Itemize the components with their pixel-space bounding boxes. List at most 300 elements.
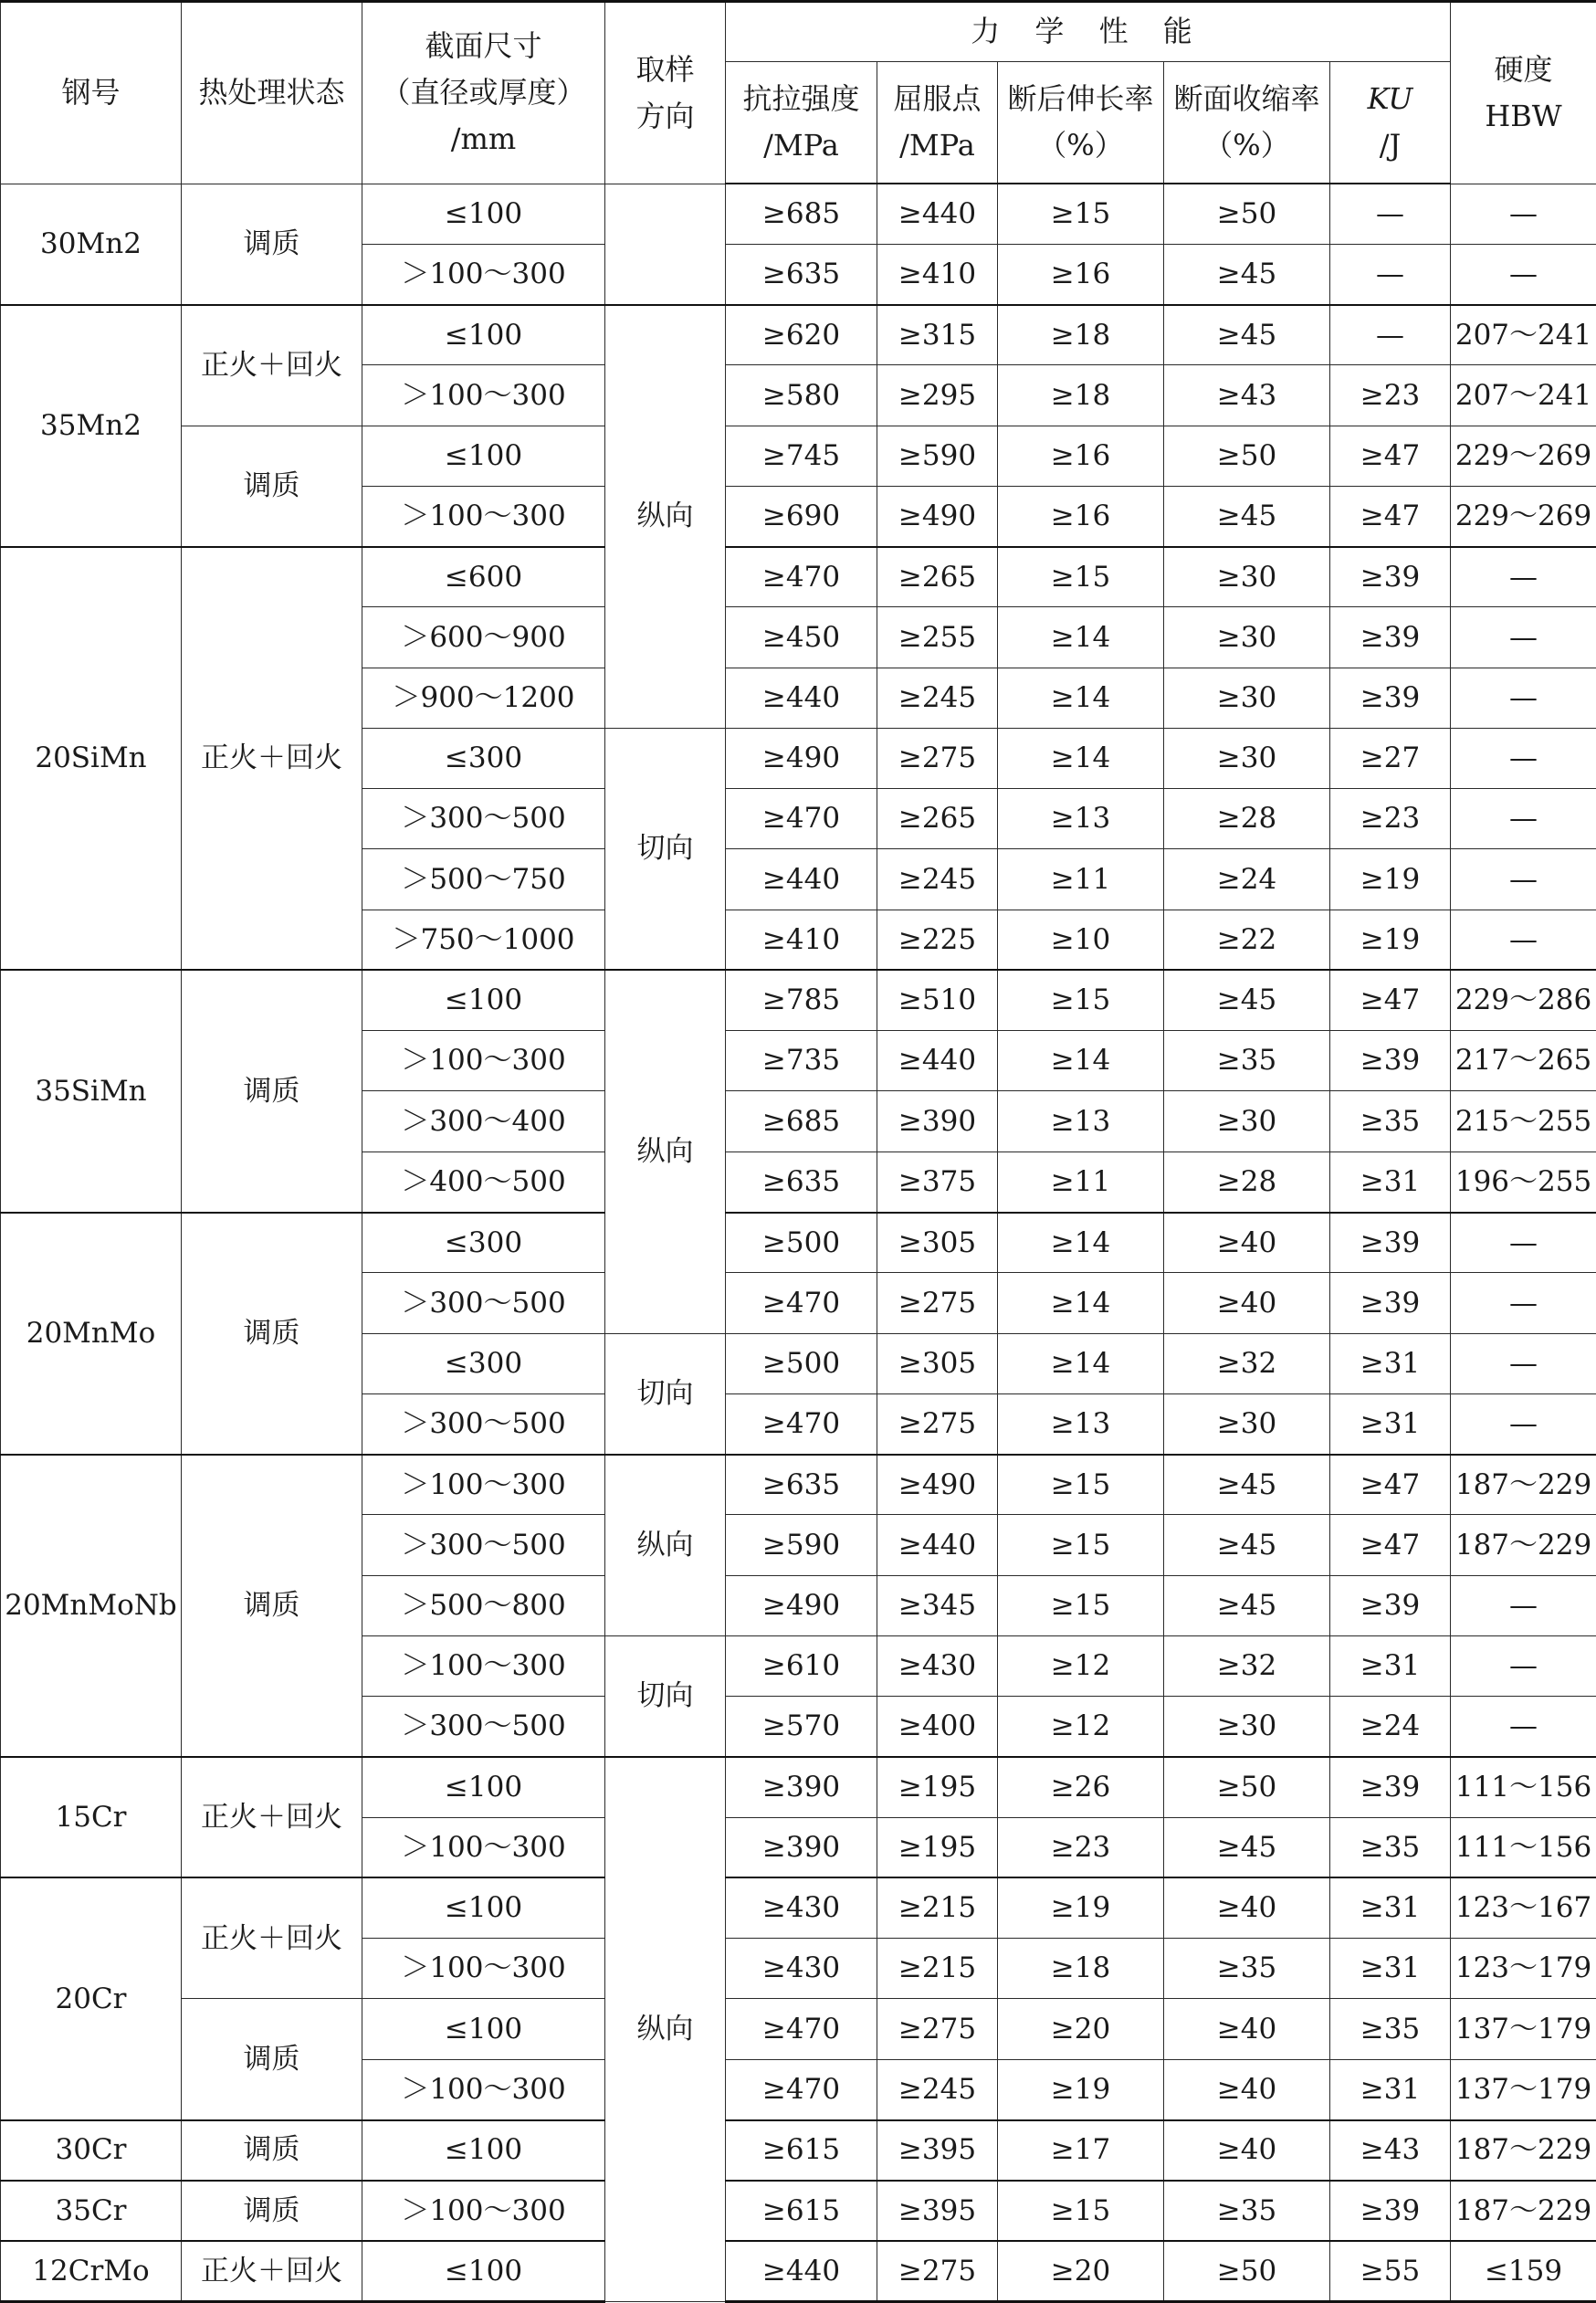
tensile-strength-cell: ≥500 xyxy=(726,1333,877,1393)
yield-point-cell: ≥305 xyxy=(877,1333,998,1393)
tensile-strength-cell: ≥500 xyxy=(726,1213,877,1273)
header-treatment: 热处理状态 xyxy=(182,2,362,184)
header-hardness-line2: HBW xyxy=(1485,98,1562,133)
impact-energy-cell: ≥47 xyxy=(1330,426,1451,486)
yield-point-cell: ≥305 xyxy=(877,1213,998,1273)
sampling-direction-cell: 纵向 xyxy=(605,970,726,1333)
hardness-cell: — xyxy=(1451,910,1596,970)
header-ku-line1: KU xyxy=(1367,80,1413,116)
table-row xyxy=(1,2181,1596,2241)
section-size-cell: ＞100～300 xyxy=(362,2059,605,2119)
hardness-cell: 196～255 xyxy=(1451,1152,1596,1212)
impact-energy-cell: ≥47 xyxy=(1330,486,1451,546)
impact-energy-cell: ≥39 xyxy=(1330,668,1451,728)
impact-energy-cell: ≥35 xyxy=(1330,1817,1451,1877)
yield-point-cell: ≥375 xyxy=(877,1152,998,1212)
header-reduction-line2: （%） xyxy=(1203,128,1290,163)
hardness-cell: 207～241 xyxy=(1451,305,1596,365)
elongation-cell: ≥26 xyxy=(998,1757,1164,1817)
header-direction xyxy=(605,2,726,184)
hardness-cell: 229～269 xyxy=(1451,426,1596,486)
reduction-of-area-cell: ≥30 xyxy=(1164,668,1330,728)
header-size-line3: /mm xyxy=(450,121,517,157)
steel-grade-cell: 20MnMoNb xyxy=(1,1455,182,1757)
impact-energy-cell: ≥24 xyxy=(1330,1697,1451,1757)
impact-energy-cell: ≥43 xyxy=(1330,2120,1451,2181)
section-size-cell: ≤300 xyxy=(362,728,605,788)
yield-point-cell: ≥395 xyxy=(877,2181,998,2241)
hardness-cell: — xyxy=(1451,1273,1596,1333)
elongation-cell: ≥19 xyxy=(998,2059,1164,2119)
table-header xyxy=(1,2,1596,184)
elongation-cell: ≥11 xyxy=(998,1152,1164,1212)
impact-energy-cell: ≥23 xyxy=(1330,789,1451,849)
yield-point-cell: ≥315 xyxy=(877,305,998,365)
hardness-cell: 123～167 xyxy=(1451,1877,1596,1938)
table-row xyxy=(1,184,1596,244)
yield-point-cell: ≥215 xyxy=(877,1877,998,1938)
elongation-cell: ≥18 xyxy=(998,305,1164,365)
impact-energy-cell: ≥35 xyxy=(1330,1091,1451,1152)
section-size-cell: ＞100～300 xyxy=(362,1635,605,1696)
impact-energy-cell: ≥47 xyxy=(1330,970,1451,1030)
yield-point-cell: ≥390 xyxy=(877,1091,998,1152)
header-yield-line1: 屈服点 xyxy=(893,80,982,116)
elongation-cell: ≥10 xyxy=(998,910,1164,970)
impact-energy-cell: ≥23 xyxy=(1330,365,1451,426)
tensile-strength-cell: ≥470 xyxy=(726,1999,877,2059)
hardness-cell: — xyxy=(1451,1333,1596,1393)
tensile-strength-cell: ≥440 xyxy=(726,668,877,728)
section-size-cell: ＞100～300 xyxy=(362,1031,605,1091)
elongation-cell: ≥18 xyxy=(998,1939,1164,1999)
heat-treatment-cell: 调质 xyxy=(182,1455,362,1757)
section-size-cell: ≤100 xyxy=(362,2241,605,2301)
hardness-cell: 137～179 xyxy=(1451,2059,1596,2119)
impact-energy-cell: ≥31 xyxy=(1330,2059,1451,2119)
yield-point-cell: ≥275 xyxy=(877,2241,998,2301)
yield-point-cell: ≥275 xyxy=(877,1393,998,1454)
yield-point-cell: ≥195 xyxy=(877,1817,998,1877)
section-size-cell: ＞750～1000 xyxy=(362,910,605,970)
reduction-of-area-cell: ≥28 xyxy=(1164,789,1330,849)
hardness-cell: 187～229 xyxy=(1451,1455,1596,1515)
hardness-cell: 187～229 xyxy=(1451,2120,1596,2181)
section-size-cell: ≤300 xyxy=(362,1333,605,1393)
steel-grade-cell: 30Cr xyxy=(1,2120,182,2181)
section-size-cell: ≤100 xyxy=(362,305,605,365)
tensile-strength-cell: ≥470 xyxy=(726,547,877,607)
tensile-strength-cell: ≥470 xyxy=(726,789,877,849)
yield-point-cell: ≥245 xyxy=(877,849,998,910)
steel-grade-cell: 35Cr xyxy=(1,2181,182,2241)
reduction-of-area-cell: ≥22 xyxy=(1164,910,1330,970)
section-size-cell: ≤100 xyxy=(362,426,605,486)
steel-grade-cell: 30Mn2 xyxy=(1,184,182,305)
section-size-cell: ＞600～900 xyxy=(362,607,605,668)
reduction-of-area-cell: ≥30 xyxy=(1164,1697,1330,1757)
elongation-cell: ≥14 xyxy=(998,1213,1164,1273)
elongation-cell: ≥16 xyxy=(998,244,1164,304)
hardness-cell: — xyxy=(1451,1575,1596,1635)
yield-point-cell: ≥275 xyxy=(877,1999,998,2059)
table-row xyxy=(1,547,1596,607)
section-size-cell: ≤300 xyxy=(362,1213,605,1273)
hardness-cell: 111～156 xyxy=(1451,1817,1596,1877)
tensile-strength-cell: ≥470 xyxy=(726,1273,877,1333)
reduction-of-area-cell: ≥50 xyxy=(1164,1757,1330,1817)
reduction-of-area-cell: ≥40 xyxy=(1164,1213,1330,1273)
elongation-cell: ≥15 xyxy=(998,1455,1164,1515)
heat-treatment-cell: 调质 xyxy=(182,426,362,547)
elongation-cell: ≥18 xyxy=(998,365,1164,426)
header-ku-line2: /J xyxy=(1379,128,1402,163)
tensile-strength-cell: ≥635 xyxy=(726,1455,877,1515)
hardness-cell: — xyxy=(1451,244,1596,304)
elongation-cell: ≥13 xyxy=(998,1393,1164,1454)
tensile-strength-cell: ≥620 xyxy=(726,305,877,365)
elongation-cell: ≥11 xyxy=(998,849,1164,910)
reduction-of-area-cell: ≥50 xyxy=(1164,2241,1330,2301)
impact-energy-cell: ≥39 xyxy=(1330,1031,1451,1091)
yield-point-cell: ≥510 xyxy=(877,970,998,1030)
impact-energy-cell: ≥39 xyxy=(1330,1575,1451,1635)
hardness-cell: — xyxy=(1451,1697,1596,1757)
elongation-cell: ≥23 xyxy=(998,1817,1164,1877)
table-row xyxy=(1,2120,1596,2181)
reduction-of-area-cell: ≥50 xyxy=(1164,426,1330,486)
reduction-of-area-cell: ≥35 xyxy=(1164,1031,1330,1091)
section-size-cell: ＞100～300 xyxy=(362,486,605,546)
heat-treatment-cell: 正火＋回火 xyxy=(182,305,362,426)
tensile-strength-cell: ≥570 xyxy=(726,1697,877,1757)
impact-energy-cell: ≥39 xyxy=(1330,547,1451,607)
header-yield xyxy=(877,62,998,184)
yield-point-cell: ≥395 xyxy=(877,2120,998,2181)
hardness-cell: — xyxy=(1451,607,1596,668)
header-impact-ku xyxy=(1330,62,1451,184)
steel-grade-cell: 35Mn2 xyxy=(1,305,182,547)
heat-treatment-cell: 正火＋回火 xyxy=(182,1757,362,1878)
tensile-strength-cell: ≥390 xyxy=(726,1757,877,1817)
hardness-cell: — xyxy=(1451,1635,1596,1696)
tensile-strength-cell: ≥490 xyxy=(726,728,877,788)
reduction-of-area-cell: ≥30 xyxy=(1164,547,1330,607)
impact-energy-cell: ≥19 xyxy=(1330,849,1451,910)
tensile-strength-cell: ≥610 xyxy=(726,1635,877,1696)
reduction-of-area-cell: ≥45 xyxy=(1164,486,1330,546)
table-row xyxy=(1,1877,1596,1938)
reduction-of-area-cell: ≥50 xyxy=(1164,184,1330,244)
impact-energy-cell: ≥39 xyxy=(1330,1213,1451,1273)
section-size-cell: ≤100 xyxy=(362,184,605,244)
reduction-of-area-cell: ≥30 xyxy=(1164,607,1330,668)
steel-grade-cell: 35SiMn xyxy=(1,970,182,1212)
yield-point-cell: ≥345 xyxy=(877,1575,998,1635)
reduction-of-area-cell: ≥40 xyxy=(1164,1877,1330,1938)
impact-energy-cell: ≥27 xyxy=(1330,728,1451,788)
tensile-strength-cell: ≥450 xyxy=(726,607,877,668)
tensile-strength-cell: ≥685 xyxy=(726,184,877,244)
impact-energy-cell: ≥47 xyxy=(1330,1515,1451,1575)
steel-grade-cell: 12CrMo xyxy=(1,2241,182,2301)
section-size-cell: ＞300～500 xyxy=(362,1697,605,1757)
yield-point-cell: ≥245 xyxy=(877,2059,998,2119)
impact-energy-cell: ≥31 xyxy=(1330,1877,1451,1938)
yield-point-cell: ≥275 xyxy=(877,1273,998,1333)
elongation-cell: ≥17 xyxy=(998,2120,1164,2181)
hardness-cell: 217～265 xyxy=(1451,1031,1596,1091)
tensile-strength-cell: ≥785 xyxy=(726,970,877,1030)
tensile-strength-cell: ≥735 xyxy=(726,1031,877,1091)
hardness-cell: 207～241 xyxy=(1451,365,1596,426)
reduction-of-area-cell: ≥45 xyxy=(1164,1455,1330,1515)
hardness-cell: — xyxy=(1451,1393,1596,1454)
reduction-of-area-cell: ≥32 xyxy=(1164,1635,1330,1696)
sampling-direction-cell: 纵向 xyxy=(605,1455,726,1636)
reduction-of-area-cell: ≥40 xyxy=(1164,2120,1330,2181)
impact-energy-cell: — xyxy=(1330,244,1451,304)
header-direction-line2: 方向 xyxy=(635,98,695,133)
elongation-cell: ≥14 xyxy=(998,668,1164,728)
yield-point-cell: ≥295 xyxy=(877,365,998,426)
yield-point-cell: ≥195 xyxy=(877,1757,998,1817)
section-size-cell: ≤100 xyxy=(362,970,605,1030)
tensile-strength-cell: ≥470 xyxy=(726,2059,877,2119)
reduction-of-area-cell: ≥32 xyxy=(1164,1333,1330,1393)
section-size-cell: ≤100 xyxy=(362,2120,605,2181)
yield-point-cell: ≥410 xyxy=(877,244,998,304)
yield-point-cell: ≥265 xyxy=(877,547,998,607)
section-size-cell: ＞100～300 xyxy=(362,1817,605,1877)
section-size-cell: ＞300～500 xyxy=(362,1393,605,1454)
elongation-cell: ≥20 xyxy=(998,1999,1164,2059)
reduction-of-area-cell: ≥35 xyxy=(1164,2181,1330,2241)
section-size-cell: ≤100 xyxy=(362,1877,605,1938)
heat-treatment-cell: 正火＋回火 xyxy=(182,547,362,971)
impact-energy-cell: ≥31 xyxy=(1330,1393,1451,1454)
header-hardness xyxy=(1451,2,1596,184)
section-size-cell: ＞100～300 xyxy=(362,365,605,426)
reduction-of-area-cell: ≥30 xyxy=(1164,1091,1330,1152)
impact-energy-cell: — xyxy=(1330,184,1451,244)
header-size-line2: （直径或厚度） xyxy=(381,75,586,110)
tensile-strength-cell: ≥440 xyxy=(726,2241,877,2301)
reduction-of-area-cell: ≥45 xyxy=(1164,970,1330,1030)
yield-point-cell: ≥400 xyxy=(877,1697,998,1757)
section-size-cell: ≤600 xyxy=(362,547,605,607)
section-size-cell: ＞100～300 xyxy=(362,1455,605,1515)
yield-point-cell: ≥225 xyxy=(877,910,998,970)
reduction-of-area-cell: ≥45 xyxy=(1164,1817,1330,1877)
section-size-cell: ＞900～1200 xyxy=(362,668,605,728)
impact-energy-cell: ≥39 xyxy=(1330,1273,1451,1333)
section-size-cell: ＞500～800 xyxy=(362,1575,605,1635)
table-row xyxy=(1,426,1596,486)
elongation-cell: ≥15 xyxy=(998,184,1164,244)
section-size-cell: ＞500～750 xyxy=(362,849,605,910)
impact-energy-cell: ≥39 xyxy=(1330,2181,1451,2241)
impact-energy-cell: ≥39 xyxy=(1330,1757,1451,1817)
header-tensile-line2: /MPa xyxy=(763,128,839,163)
reduction-of-area-cell: ≥35 xyxy=(1164,1939,1330,1999)
elongation-cell: ≥15 xyxy=(998,2181,1164,2241)
yield-point-cell: ≥215 xyxy=(877,1939,998,1999)
reduction-of-area-cell: ≥40 xyxy=(1164,2059,1330,2119)
elongation-cell: ≥15 xyxy=(998,970,1164,1030)
hardness-cell: 137～179 xyxy=(1451,1999,1596,2059)
header-tensile-line1: 抗拉强度 xyxy=(742,80,860,116)
hardness-cell: 187～229 xyxy=(1451,1515,1596,1575)
header-size xyxy=(362,2,605,184)
impact-energy-cell: ≥35 xyxy=(1330,1999,1451,2059)
heat-treatment-cell: 调质 xyxy=(182,184,362,305)
elongation-cell: ≥14 xyxy=(998,1273,1164,1333)
tensile-strength-cell: ≥440 xyxy=(726,849,877,910)
reduction-of-area-cell: ≥45 xyxy=(1164,1575,1330,1635)
yield-point-cell: ≥440 xyxy=(877,1515,998,1575)
hardness-cell: — xyxy=(1451,1213,1596,1273)
elongation-cell: ≥19 xyxy=(998,1877,1164,1938)
heat-treatment-cell: 调质 xyxy=(182,2120,362,2181)
table-row xyxy=(1,1455,1596,1515)
header-direction-line1: 取样 xyxy=(635,51,695,87)
yield-point-cell: ≥490 xyxy=(877,486,998,546)
reduction-of-area-cell: ≥40 xyxy=(1164,1273,1330,1333)
impact-energy-cell: ≥19 xyxy=(1330,910,1451,970)
yield-point-cell: ≥440 xyxy=(877,184,998,244)
tensile-strength-cell: ≥390 xyxy=(726,1817,877,1877)
elongation-cell: ≥14 xyxy=(998,728,1164,788)
yield-point-cell: ≥440 xyxy=(877,1031,998,1091)
table-row xyxy=(1,1757,1596,1817)
steel-grade-cell: 20SiMn xyxy=(1,547,182,971)
impact-energy-cell: ≥31 xyxy=(1330,1939,1451,1999)
hardness-cell: 111～156 xyxy=(1451,1757,1596,1817)
elongation-cell: ≥15 xyxy=(998,1575,1164,1635)
hardness-cell: 229～269 xyxy=(1451,486,1596,546)
section-size-cell: ＞300～500 xyxy=(362,1515,605,1575)
elongation-cell: ≥13 xyxy=(998,789,1164,849)
header-mechanical-properties: 力 学 性 能 xyxy=(726,2,1451,62)
elongation-cell: ≥12 xyxy=(998,1697,1164,1757)
sampling-direction-cell: 纵向 xyxy=(605,1757,726,2302)
section-size-cell: ＞100～300 xyxy=(362,2181,605,2241)
table-row xyxy=(1,2241,1596,2301)
sampling-direction-cell: 切向 xyxy=(605,1333,726,1455)
impact-energy-cell: ≥31 xyxy=(1330,1635,1451,1696)
steel-grade-cell: 20MnMo xyxy=(1,1213,182,1455)
hardness-cell: 123～179 xyxy=(1451,1939,1596,1999)
hardness-cell: — xyxy=(1451,184,1596,244)
header-reduction-line1: 断面收缩率 xyxy=(1173,80,1320,116)
tensile-strength-cell: ≥615 xyxy=(726,2120,877,2181)
tensile-strength-cell: ≥470 xyxy=(726,1393,877,1454)
tensile-strength-cell: ≥615 xyxy=(726,2181,877,2241)
elongation-cell: ≥15 xyxy=(998,1515,1164,1575)
header-steel: 钢号 xyxy=(1,2,182,184)
section-size-cell: ＞300～500 xyxy=(362,789,605,849)
hardness-cell: — xyxy=(1451,789,1596,849)
yield-point-cell: ≥245 xyxy=(877,668,998,728)
heat-treatment-cell: 调质 xyxy=(182,1213,362,1455)
reduction-of-area-cell: ≥24 xyxy=(1164,849,1330,910)
steel-grade-cell: 15Cr xyxy=(1,1757,182,1878)
heat-treatment-cell: 调质 xyxy=(182,2181,362,2241)
tensile-strength-cell: ≥690 xyxy=(726,486,877,546)
yield-point-cell: ≥255 xyxy=(877,607,998,668)
heat-treatment-cell: 调质 xyxy=(182,970,362,1212)
sampling-direction-cell: 纵向 xyxy=(605,305,726,729)
sampling-direction-cell xyxy=(605,184,726,305)
elongation-cell: ≥14 xyxy=(998,607,1164,668)
yield-point-cell: ≥430 xyxy=(877,1635,998,1696)
section-size-cell: ＞300～500 xyxy=(362,1273,605,1333)
reduction-of-area-cell: ≥30 xyxy=(1164,1393,1330,1454)
reduction-of-area-cell: ≥43 xyxy=(1164,365,1330,426)
elongation-cell: ≥14 xyxy=(998,1031,1164,1091)
table-row xyxy=(1,970,1596,1030)
table-row xyxy=(1,1999,1596,2059)
table-body xyxy=(1,184,1596,2302)
reduction-of-area-cell: ≥40 xyxy=(1164,1999,1330,2059)
impact-energy-cell: ≥47 xyxy=(1330,1455,1451,1515)
heat-treatment-cell: 正火＋回火 xyxy=(182,2241,362,2301)
hardness-cell: — xyxy=(1451,728,1596,788)
reduction-of-area-cell: ≥30 xyxy=(1164,728,1330,788)
header-reduction xyxy=(1164,62,1330,184)
heat-treatment-cell: 正火＋回火 xyxy=(182,1877,362,1999)
hardness-cell: 229～286 xyxy=(1451,970,1596,1030)
hardness-cell: ≤159 xyxy=(1451,2241,1596,2301)
elongation-cell: ≥15 xyxy=(998,547,1164,607)
hardness-cell: — xyxy=(1451,668,1596,728)
steel-grade-cell: 20Cr xyxy=(1,1877,182,2119)
tensile-strength-cell: ≥430 xyxy=(726,1939,877,1999)
header-elongation-line2: （%） xyxy=(1037,128,1124,163)
table-row xyxy=(1,305,1596,365)
impact-energy-cell: ≥31 xyxy=(1330,1152,1451,1212)
tensile-strength-cell: ≥745 xyxy=(726,426,877,486)
header-elongation-line1: 断后伸长率 xyxy=(1007,80,1154,116)
yield-point-cell: ≥265 xyxy=(877,789,998,849)
elongation-cell: ≥16 xyxy=(998,426,1164,486)
table-row xyxy=(1,1213,1596,1273)
hardness-cell: 215～255 xyxy=(1451,1091,1596,1152)
tensile-strength-cell: ≥685 xyxy=(726,1091,877,1152)
tensile-strength-cell: ≥635 xyxy=(726,244,877,304)
yield-point-cell: ≥490 xyxy=(877,1455,998,1515)
section-size-cell: ＞100～300 xyxy=(362,244,605,304)
tensile-strength-cell: ≥590 xyxy=(726,1515,877,1575)
section-size-cell: ≤100 xyxy=(362,1999,605,2059)
section-size-cell: ≤100 xyxy=(362,1757,605,1817)
reduction-of-area-cell: ≥45 xyxy=(1164,305,1330,365)
tensile-strength-cell: ≥430 xyxy=(726,1877,877,1938)
elongation-cell: ≥14 xyxy=(998,1333,1164,1393)
header-tensile xyxy=(726,62,877,184)
header-elongation xyxy=(998,62,1164,184)
elongation-cell: ≥12 xyxy=(998,1635,1164,1696)
impact-energy-cell: — xyxy=(1330,305,1451,365)
hardness-cell: 187～229 xyxy=(1451,2181,1596,2241)
sampling-direction-cell: 切向 xyxy=(605,1635,726,1757)
tensile-strength-cell: ≥635 xyxy=(726,1152,877,1212)
yield-point-cell: ≥275 xyxy=(877,728,998,788)
impact-energy-cell: ≥39 xyxy=(1330,607,1451,668)
section-size-cell: ＞300～400 xyxy=(362,1091,605,1152)
reduction-of-area-cell: ≥45 xyxy=(1164,244,1330,304)
